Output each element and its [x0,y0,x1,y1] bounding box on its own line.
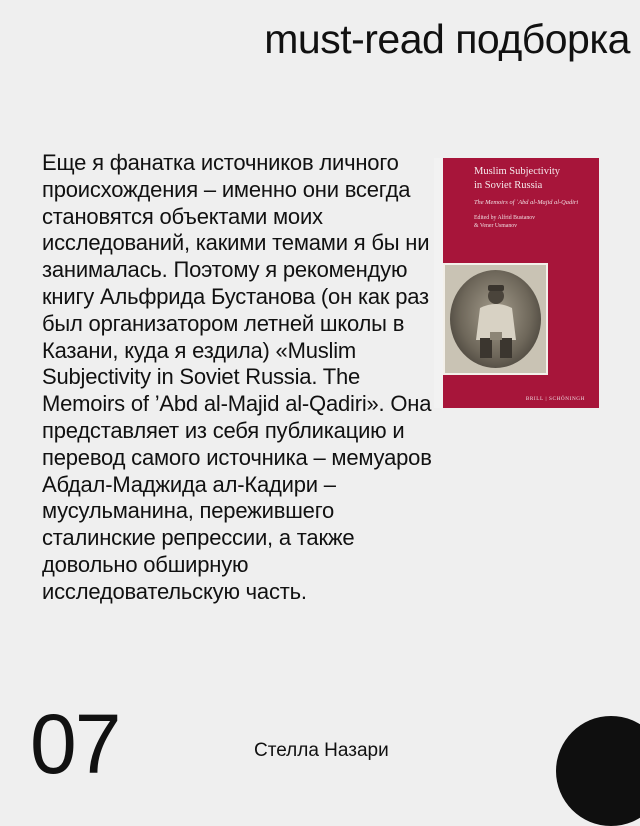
decorative-circle [556,716,640,826]
author-name: Стелла Назари [254,740,389,761]
book-cover-publisher: BRILL | SCHÖNINGH [525,396,585,402]
book-cover-subtitle: The Memoirs of ʿAbd al-Majid al-Qadiri [474,199,579,206]
book-cover-photo-frame [443,263,548,375]
main-paragraph: Еще я фанатка источников личного происхождения – именно они всегда становятся объектами моих исследований, какими темами я бы ни занималась. Поэтому я рекомендую книгу Альфрида Бустанова (он как раз был организатором летней школы в Казани, куда я ездила) «Muslim Subjectivity in Soviet Russia. The Memoirs of ’Abd al-Majid al-Qadiri». Она представляет из себя публикацию и перевод самого источника – мемуаров Абдал-Маджида ал-Кадири – мусульманина, пережившего сталинские репрессии, а также довольно обширную исследовательскую часть. [42,150,432,604]
book-title-line-1: Muslim Subjectivity [474,166,561,177]
portrait-figure-icon [450,270,541,368]
book-cover-title [474,165,594,193]
book-editors-line-1: Edited by Alfrid Bustanov [474,215,536,221]
book-spine-strip [434,158,443,408]
book-title-line-2: in Soviet Russia [474,180,543,191]
book-cover-editors [474,214,584,230]
header-title: must-read подборка [264,16,630,62]
book-cover-image [434,158,599,408]
book-editors-line-2: & Vener Usmanov [474,223,518,229]
book-cover-portrait-photo [450,270,541,368]
page-number: 07 [30,697,120,791]
